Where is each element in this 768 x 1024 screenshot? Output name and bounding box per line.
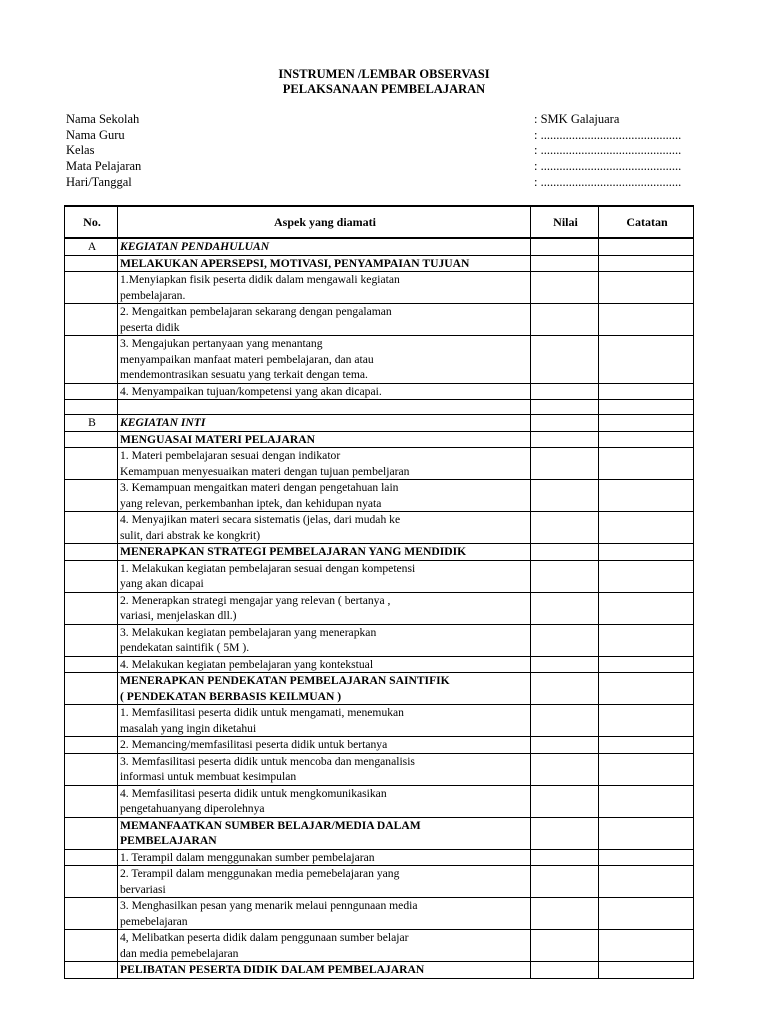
row-notes-cell[interactable] bbox=[599, 785, 694, 801]
row-score-cell[interactable] bbox=[531, 624, 599, 640]
row-score-cell[interactable] bbox=[531, 480, 599, 496]
table-row bbox=[65, 608, 694, 624]
row-number bbox=[65, 560, 118, 576]
table-row bbox=[65, 528, 694, 544]
table-row bbox=[65, 400, 694, 415]
table-row bbox=[65, 769, 694, 785]
row-aspect-text: MENGUASAI MATERI PELAJARAN bbox=[118, 431, 531, 448]
table-row bbox=[65, 336, 694, 352]
row-notes-cell[interactable] bbox=[599, 304, 694, 320]
info-label-teacher: Nama Guru bbox=[66, 128, 125, 142]
table-row bbox=[65, 898, 694, 914]
table-row bbox=[65, 480, 694, 496]
row-aspect-text: Kemampuan menyesuaikan materi dengan tujuan pembeljaran bbox=[118, 464, 531, 480]
row-number bbox=[65, 785, 118, 801]
row-number bbox=[65, 352, 118, 368]
table-row bbox=[65, 383, 694, 400]
row-score-cell[interactable] bbox=[531, 367, 599, 383]
table-row bbox=[65, 866, 694, 882]
row-aspect-text: pengetahuanyang diperolehnya bbox=[118, 801, 531, 817]
row-score-cell[interactable] bbox=[531, 576, 599, 592]
row-score-cell[interactable] bbox=[531, 448, 599, 464]
table-row bbox=[65, 640, 694, 656]
info-label-school: Nama Sekolah bbox=[66, 112, 140, 126]
document-title-line-1: INSTRUMEN /LEMBAR OBSERVASI bbox=[278, 67, 490, 81]
row-score-cell[interactable] bbox=[531, 383, 599, 400]
row-number bbox=[65, 576, 118, 592]
info-value-class: : ............................................. bbox=[534, 143, 682, 157]
row-notes-cell[interactable] bbox=[599, 833, 694, 849]
row-number bbox=[65, 448, 118, 464]
row-aspect-text: 3. Memfasilitasi peserta didik untuk mencoba dan menganalisis bbox=[118, 753, 531, 769]
row-aspect-text: 2. Menerapkan strategi mengajar yang relevan ( bertanya , bbox=[118, 592, 531, 608]
row-score-cell[interactable] bbox=[531, 352, 599, 368]
row-aspect-text: 1.Menyiapkan fisik peserta didik dalam mengawali kegiatan bbox=[118, 272, 531, 288]
row-aspect-text: masalah yang ingin diketahui bbox=[118, 721, 531, 737]
row-number bbox=[65, 464, 118, 480]
row-number bbox=[65, 512, 118, 528]
row-score-cell[interactable] bbox=[531, 946, 599, 962]
info-value-subject: : ............................................. bbox=[534, 159, 682, 173]
row-notes-cell[interactable] bbox=[599, 480, 694, 496]
row-score-cell[interactable] bbox=[531, 656, 599, 673]
row-notes-cell[interactable] bbox=[599, 817, 694, 833]
row-aspect-text: ( PENDEKATAN BERBASIS KEILMUAN ) bbox=[118, 689, 531, 705]
row-notes-cell[interactable] bbox=[599, 464, 694, 480]
row-score-cell[interactable] bbox=[531, 962, 599, 979]
row-number bbox=[65, 656, 118, 673]
row-aspect-text: dan media pemebelajaran bbox=[118, 946, 531, 962]
row-aspect-text: menyampaikan manfaat materi pembelajaran, dan atau bbox=[118, 352, 531, 368]
row-number bbox=[65, 272, 118, 288]
row-score-cell[interactable] bbox=[531, 801, 599, 817]
row-aspect-text: mendemontrasikan sesuatu yang terkait dengan tema. bbox=[118, 367, 531, 383]
row-notes-cell[interactable] bbox=[599, 721, 694, 737]
header-score: Nilai bbox=[531, 206, 599, 238]
row-number bbox=[65, 962, 118, 979]
row-aspect-text: variasi, menjelaskan dll.) bbox=[118, 608, 531, 624]
row-notes-cell[interactable] bbox=[599, 962, 694, 979]
row-score-cell[interactable] bbox=[531, 898, 599, 914]
header-no: No. bbox=[65, 206, 118, 238]
row-score-cell[interactable] bbox=[531, 238, 599, 255]
table-row bbox=[65, 431, 694, 448]
row-aspect-text: 3. Melakukan kegiatan pembelajaran yang menerapkan bbox=[118, 624, 531, 640]
table-row bbox=[65, 882, 694, 898]
row-notes-cell[interactable] bbox=[599, 320, 694, 336]
row-notes-cell[interactable] bbox=[599, 898, 694, 914]
row-notes-cell[interactable] bbox=[599, 496, 694, 512]
row-notes-cell[interactable] bbox=[599, 544, 694, 561]
info-value-teacher: : ............................................. bbox=[534, 128, 682, 142]
row-number bbox=[65, 882, 118, 898]
table-row bbox=[65, 689, 694, 705]
row-aspect-text: 1. Memfasilitasi peserta didik untuk mengamati, menemukan bbox=[118, 705, 531, 721]
table-row bbox=[65, 833, 694, 849]
table-row bbox=[65, 560, 694, 576]
row-notes-cell[interactable] bbox=[599, 753, 694, 769]
row-notes-cell[interactable] bbox=[599, 930, 694, 946]
row-aspect-text: MELAKUKAN APERSEPSI, MOTIVASI, PENYAMPAIAN TUJUAN bbox=[118, 255, 531, 272]
row-number bbox=[65, 817, 118, 833]
row-score-cell[interactable] bbox=[531, 721, 599, 737]
row-number bbox=[65, 737, 118, 754]
row-aspect-text: 3. Menghasilkan pesan yang menarik melaui penngunaan media bbox=[118, 898, 531, 914]
row-number bbox=[65, 624, 118, 640]
row-score-cell[interactable] bbox=[531, 817, 599, 833]
row-score-cell[interactable] bbox=[531, 336, 599, 352]
row-aspect-text: bervariasi bbox=[118, 882, 531, 898]
row-aspect-text: 1. Melakukan kegiatan pembelajaran sesuai dengan kompetensi bbox=[118, 560, 531, 576]
row-aspect-text: pemebelajaran bbox=[118, 914, 531, 930]
row-number bbox=[65, 255, 118, 272]
row-aspect-text: KEGIATAN PENDAHULUAN bbox=[118, 238, 531, 255]
row-number bbox=[65, 801, 118, 817]
row-score-cell[interactable] bbox=[531, 288, 599, 304]
row-score-cell[interactable] bbox=[531, 304, 599, 320]
row-number bbox=[65, 288, 118, 304]
table-row bbox=[65, 512, 694, 528]
row-aspect-text: 3. Kemampuan mengaitkan materi dengan pengetahuan lain bbox=[118, 480, 531, 496]
row-score-cell[interactable] bbox=[531, 833, 599, 849]
table-row bbox=[65, 753, 694, 769]
row-score-cell[interactable] bbox=[531, 737, 599, 754]
row-aspect-text: PEMBELAJARAN bbox=[118, 833, 531, 849]
row-score-cell[interactable] bbox=[531, 914, 599, 930]
row-score-cell[interactable] bbox=[531, 415, 599, 432]
info-label-subject: Mata Pelajaran bbox=[66, 159, 142, 173]
row-aspect-text: PELIBATAN PESERTA DIDIK DALAM PEMBELAJARAN bbox=[118, 962, 531, 979]
row-number bbox=[65, 705, 118, 721]
table-body bbox=[65, 238, 694, 978]
row-aspect-text: 4. Menyajikan materi secara sistematis (jelas, dari mudah ke bbox=[118, 512, 531, 528]
row-number bbox=[65, 383, 118, 400]
row-number bbox=[65, 528, 118, 544]
row-number bbox=[65, 400, 118, 415]
row-number bbox=[65, 640, 118, 656]
row-score-cell[interactable] bbox=[531, 431, 599, 448]
row-notes-cell[interactable] bbox=[599, 272, 694, 288]
row-number: A bbox=[65, 238, 118, 255]
table-row bbox=[65, 801, 694, 817]
row-notes-cell[interactable] bbox=[599, 367, 694, 383]
row-number bbox=[65, 898, 118, 914]
table-row bbox=[65, 496, 694, 512]
row-notes-cell[interactable] bbox=[599, 801, 694, 817]
row-notes-cell[interactable] bbox=[599, 882, 694, 898]
table-row bbox=[65, 656, 694, 673]
row-number bbox=[65, 833, 118, 849]
row-number bbox=[65, 544, 118, 561]
observation-table bbox=[64, 205, 694, 979]
row-score-cell[interactable] bbox=[531, 512, 599, 528]
row-score-cell[interactable] bbox=[531, 849, 599, 866]
table-row bbox=[65, 272, 694, 288]
row-score-cell[interactable] bbox=[531, 785, 599, 801]
table-row bbox=[65, 624, 694, 640]
row-aspect-text: KEGIATAN INTI bbox=[118, 415, 531, 432]
row-number bbox=[65, 496, 118, 512]
row-aspect-text: pembelajaran. bbox=[118, 288, 531, 304]
row-number bbox=[65, 930, 118, 946]
row-score-cell[interactable] bbox=[531, 528, 599, 544]
row-score-cell[interactable] bbox=[531, 560, 599, 576]
row-aspect-text: yang relevan, perkembanhan iptek, dan kehidupan nyata bbox=[118, 496, 531, 512]
row-notes-cell[interactable] bbox=[599, 336, 694, 352]
row-number bbox=[65, 592, 118, 608]
row-notes-cell[interactable] bbox=[599, 640, 694, 656]
row-score-cell[interactable] bbox=[531, 769, 599, 785]
row-number bbox=[65, 753, 118, 769]
row-score-cell[interactable] bbox=[531, 320, 599, 336]
row-notes-cell[interactable] bbox=[599, 288, 694, 304]
row-notes-cell[interactable] bbox=[599, 528, 694, 544]
row-notes-cell[interactable] bbox=[599, 737, 694, 754]
row-notes-cell[interactable] bbox=[599, 656, 694, 673]
row-aspect-text: MEMANFAATKAN SUMBER BELAJAR/MEDIA DALAM bbox=[118, 817, 531, 833]
table-row bbox=[65, 544, 694, 561]
row-score-cell[interactable] bbox=[531, 689, 599, 705]
row-notes-cell[interactable] bbox=[599, 914, 694, 930]
row-score-cell[interactable] bbox=[531, 753, 599, 769]
table-row bbox=[65, 785, 694, 801]
info-label-date: Hari/Tanggal bbox=[66, 175, 132, 189]
table-row bbox=[65, 304, 694, 320]
row-number bbox=[65, 336, 118, 352]
table-row bbox=[65, 576, 694, 592]
row-number bbox=[65, 480, 118, 496]
row-aspect-text: 2. Mengaitkan pembelajaran sekarang dengan pengalaman bbox=[118, 304, 531, 320]
row-number: B bbox=[65, 415, 118, 432]
row-notes-cell[interactable] bbox=[599, 448, 694, 464]
row-aspect-text: 3. Mengajukan pertanyaan yang menantang bbox=[118, 336, 531, 352]
table-row bbox=[65, 238, 694, 255]
row-aspect-text: informasi untuk membuat kesimpulan bbox=[118, 769, 531, 785]
header-aspect: Aspek yang diamati bbox=[118, 206, 531, 238]
row-score-cell[interactable] bbox=[531, 255, 599, 272]
table-row bbox=[65, 673, 694, 689]
row-aspect-text: sulit, dari abstrak ke kongkrit) bbox=[118, 528, 531, 544]
row-notes-cell[interactable] bbox=[599, 383, 694, 400]
row-aspect-text bbox=[118, 400, 531, 415]
row-aspect-text: 4. Menyampaikan tujuan/kompetensi yang akan dicapai. bbox=[118, 383, 531, 400]
table-row bbox=[65, 448, 694, 464]
table-row bbox=[65, 320, 694, 336]
row-notes-cell[interactable] bbox=[599, 238, 694, 255]
row-aspect-text: 2. Terampil dalam menggunakan media pemebelajaran yang bbox=[118, 866, 531, 882]
row-notes-cell[interactable] bbox=[599, 415, 694, 432]
row-number bbox=[65, 689, 118, 705]
row-number bbox=[65, 849, 118, 866]
row-score-cell[interactable] bbox=[531, 272, 599, 288]
table-row bbox=[65, 817, 694, 833]
row-score-cell[interactable] bbox=[531, 464, 599, 480]
row-aspect-text: 4, Melibatkan peserta didik dalam penggunaan sumber belajar bbox=[118, 930, 531, 946]
table-row bbox=[65, 464, 694, 480]
table-row bbox=[65, 352, 694, 368]
row-notes-cell[interactable] bbox=[599, 576, 694, 592]
row-score-cell[interactable] bbox=[531, 930, 599, 946]
table-row bbox=[65, 415, 694, 432]
row-notes-cell[interactable] bbox=[599, 400, 694, 415]
row-number bbox=[65, 721, 118, 737]
row-notes-cell[interactable] bbox=[599, 689, 694, 705]
table-row bbox=[65, 721, 694, 737]
table-row bbox=[65, 288, 694, 304]
row-score-cell[interactable] bbox=[531, 705, 599, 721]
table-row bbox=[65, 930, 694, 946]
row-number bbox=[65, 914, 118, 930]
row-aspect-text: MENERAPKAN PENDEKATAN PEMBELAJARAN SAINTIFIK bbox=[118, 673, 531, 689]
row-notes-cell[interactable] bbox=[599, 624, 694, 640]
row-aspect-text: pendekatan saintifik ( 5M ). bbox=[118, 640, 531, 656]
row-aspect-text: 4. Melakukan kegiatan pembelajaran yang kontekstual bbox=[118, 656, 531, 673]
row-number bbox=[65, 673, 118, 689]
row-number bbox=[65, 608, 118, 624]
table-row bbox=[65, 255, 694, 272]
row-notes-cell[interactable] bbox=[599, 849, 694, 866]
row-number bbox=[65, 946, 118, 962]
row-score-cell[interactable] bbox=[531, 640, 599, 656]
row-aspect-text: 1. Materi pembelajaran sesuai dengan indikator bbox=[118, 448, 531, 464]
table-row bbox=[65, 962, 694, 979]
info-label-class: Kelas bbox=[66, 143, 95, 157]
row-aspect-text: 1. Terampil dalam menggunakan sumber pembelajaran bbox=[118, 849, 531, 866]
info-value-school: : SMK Galajuara bbox=[534, 112, 620, 126]
table-row bbox=[65, 592, 694, 608]
row-aspect-text: 2. Memancing/memfasilitasi peserta didik untuk bertanya bbox=[118, 737, 531, 754]
row-number bbox=[65, 431, 118, 448]
table-row bbox=[65, 367, 694, 383]
table-row bbox=[65, 914, 694, 930]
row-notes-cell[interactable] bbox=[599, 673, 694, 689]
row-score-cell[interactable] bbox=[531, 400, 599, 415]
row-notes-cell[interactable] bbox=[599, 592, 694, 608]
row-number bbox=[65, 769, 118, 785]
table-row bbox=[65, 705, 694, 721]
row-notes-cell[interactable] bbox=[599, 560, 694, 576]
row-notes-cell[interactable] bbox=[599, 769, 694, 785]
row-notes-cell[interactable] bbox=[599, 866, 694, 882]
row-aspect-text: peserta didik bbox=[118, 320, 531, 336]
row-aspect-text: MENERAPKAN STRATEGI PEMBELAJARAN YANG MENDIDIK bbox=[118, 544, 531, 561]
row-score-cell[interactable] bbox=[531, 882, 599, 898]
row-score-cell[interactable] bbox=[531, 608, 599, 624]
row-aspect-text: 4. Memfasilitasi peserta didik untuk mengkomunikasikan bbox=[118, 785, 531, 801]
row-number bbox=[65, 367, 118, 383]
row-notes-cell[interactable] bbox=[599, 608, 694, 624]
row-notes-cell[interactable] bbox=[599, 512, 694, 528]
row-notes-cell[interactable] bbox=[599, 431, 694, 448]
row-notes-cell[interactable] bbox=[599, 255, 694, 272]
row-score-cell[interactable] bbox=[531, 592, 599, 608]
document-title-line-2: PELAKSANAAN PEMBELAJARAN bbox=[282, 82, 486, 96]
row-score-cell[interactable] bbox=[531, 673, 599, 689]
row-aspect-text: yang akan dicapai bbox=[118, 576, 531, 592]
row-number bbox=[65, 304, 118, 320]
row-number bbox=[65, 866, 118, 882]
row-number bbox=[65, 320, 118, 336]
table-row bbox=[65, 849, 694, 866]
row-score-cell[interactable] bbox=[531, 866, 599, 882]
row-notes-cell[interactable] bbox=[599, 352, 694, 368]
row-notes-cell[interactable] bbox=[599, 705, 694, 721]
row-score-cell[interactable] bbox=[531, 496, 599, 512]
info-value-date: : ............................................. bbox=[534, 175, 682, 189]
header-notes: Catatan bbox=[599, 206, 694, 238]
table-header-row bbox=[65, 206, 694, 238]
table-row bbox=[65, 737, 694, 754]
row-notes-cell[interactable] bbox=[599, 946, 694, 962]
row-score-cell[interactable] bbox=[531, 544, 599, 561]
table-row bbox=[65, 946, 694, 962]
